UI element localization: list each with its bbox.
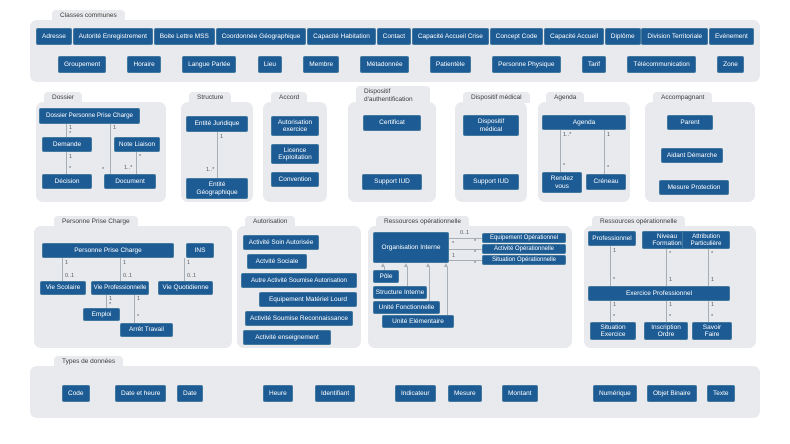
class-node-activite-sociale: Actvité Sociale xyxy=(247,254,307,269)
panel-title: Structure xyxy=(197,94,224,101)
multiplicity-label: 1 xyxy=(711,277,715,283)
arrow-up-icon xyxy=(444,263,448,267)
class-node-dossier-personne-prise-charge: Dossier Personne Prise Charge xyxy=(39,108,140,124)
class-node-division-territoriale: Division Territoriale xyxy=(641,28,708,45)
multiplicity-label: * xyxy=(109,302,112,308)
class-node-tarif: Tarif xyxy=(582,56,606,73)
arrow-up-icon xyxy=(404,263,408,267)
multiplicity-label: * xyxy=(139,154,142,160)
class-node-rendez-vous: Rendez vous xyxy=(542,172,582,193)
class-node-arret-travail: Arrêt Travail xyxy=(120,323,173,337)
type-node-texte: Texte xyxy=(707,385,735,402)
class-node-adresse: Adresse xyxy=(36,28,72,45)
multiplicity-label: * xyxy=(607,165,610,171)
panel-accompagnant xyxy=(645,94,755,202)
panel-ressources-operationnelle-2-tab xyxy=(592,216,685,227)
connector-line xyxy=(560,130,561,172)
class-node-mesure-protection: Mesure Protection xyxy=(659,180,729,195)
class-node-entite-juridique: Entité Juridique xyxy=(186,116,248,132)
class-node-telecommunication: Télécommunication xyxy=(627,56,695,73)
class-node-emploi: Emploi xyxy=(83,308,120,321)
connector-line xyxy=(120,258,121,281)
panel-dispositif-medical xyxy=(455,94,527,202)
panel-title: Types de données xyxy=(62,358,116,365)
panel-title: Ressources opérationnelle xyxy=(600,218,677,225)
panel-title: Accord xyxy=(279,94,300,101)
multiplicity-label: 1 xyxy=(137,296,141,302)
multiplicity-label: 1 xyxy=(452,253,456,259)
type-node-objet-binaire: Objet Binaire xyxy=(647,385,697,402)
class-node-aidant-demarche: Aidant Démarche xyxy=(661,148,723,163)
multiplicity-label: * xyxy=(69,131,72,137)
multiplicity-label: 1 xyxy=(113,125,117,131)
connector-line xyxy=(66,124,67,137)
multiplicity-label: * xyxy=(474,239,477,245)
class-node-situation-exercice: Situation Exercice xyxy=(590,322,636,340)
class-node-personne-prise-charge: Personne Prise Charge xyxy=(42,243,174,258)
class-node-organisation-interne: Organisation Interne xyxy=(373,232,449,263)
class-node-exercice-professionnel: Exercice Professionnel xyxy=(588,286,730,301)
class-node-niveau-formation: Niveau Formation xyxy=(642,231,692,249)
class-node-activite-soin-autorisee: Activité Soin Autorisée xyxy=(243,235,319,250)
multiplicity-label: 1 xyxy=(613,248,617,254)
class-node-savoir-faire: Savoir Faire xyxy=(692,322,732,340)
class-node-groupement: Groupement xyxy=(58,56,106,73)
multiplicity-label: 1..* xyxy=(563,132,572,138)
panel-agenda-tab xyxy=(546,92,584,103)
panel-personne-prise-charge xyxy=(34,218,232,348)
connector-line xyxy=(62,258,63,281)
panel-title: Dossier xyxy=(52,94,75,101)
class-node-metadonnee: Métadonnée xyxy=(360,56,408,73)
class-node-entite-geographique: Entité Géographique xyxy=(186,178,248,199)
class-node-pole: Pôle xyxy=(373,270,399,283)
panel-structure xyxy=(181,94,253,202)
type-node-date-et-heure: Date et heure xyxy=(115,385,166,402)
panel-accord-tab xyxy=(271,92,307,103)
panel-ressources-operationnelle-2 xyxy=(584,218,756,348)
class-node-autorite-enregistrement: Autorité Enregistrement xyxy=(73,28,153,45)
class-node-professionnel: Professionnel xyxy=(588,231,636,246)
panel-agenda xyxy=(538,94,630,202)
class-node-agenda: Agenda xyxy=(542,115,626,130)
class-node-vie-quotidienne: Vie Quotidienne xyxy=(158,281,213,295)
panel-structure-tab xyxy=(189,92,231,103)
multiplicity-label: * xyxy=(452,241,455,247)
multiplicity-label: 1 xyxy=(669,302,673,308)
connector-line xyxy=(666,249,667,286)
class-node-capacite-habitation: Capacité Habitation xyxy=(307,28,376,45)
multiplicity-label: * xyxy=(669,314,672,320)
panel-dispositif-authentification-tab xyxy=(356,86,430,105)
panel-types-donnees-tab xyxy=(54,356,123,367)
class-node-coordonnee-geographique: Coordonnée Géographique xyxy=(216,28,307,45)
panel-dispositif-authentification xyxy=(348,88,436,202)
class-node-creneau: Créneau xyxy=(586,174,626,190)
connector-line xyxy=(449,260,482,261)
arrow-up-icon xyxy=(381,263,385,267)
panel-title: Dispositif médical xyxy=(471,94,522,101)
multiplicity-label: * xyxy=(711,251,714,257)
panel-title: Dispositif d'authentification xyxy=(364,88,413,104)
panel-dossier xyxy=(36,94,166,202)
multiplicity-label: 1 xyxy=(69,125,73,131)
multiplicity-label: 1 xyxy=(669,277,673,283)
multiplicity-label: 0..1 xyxy=(65,273,75,279)
class-node-situation-operationnelle: Situation Opérationnelle xyxy=(482,255,566,265)
multiplicity-label: * xyxy=(669,251,672,257)
connector-line xyxy=(708,249,709,286)
type-node-code: Code xyxy=(62,385,90,402)
class-node-contact: Contact xyxy=(377,28,411,45)
panel-dossier-tab xyxy=(44,92,82,103)
class-node-langue-parlee: Langue Parlée xyxy=(182,56,236,73)
panel-classes-communes-tab xyxy=(52,10,125,21)
panel-title: Agenda xyxy=(554,94,577,101)
connector-line xyxy=(407,267,408,286)
panel-title: Ressources opérationnelle xyxy=(384,218,461,225)
class-node-diplome: Diplôme xyxy=(605,28,641,45)
connector-line xyxy=(66,152,67,174)
multiplicity-label: * xyxy=(69,166,72,172)
connector-line xyxy=(447,267,448,315)
multiplicity-label: 0..1 xyxy=(460,230,470,236)
panel-title: Classes communes xyxy=(60,12,117,19)
class-node-demande: Demande xyxy=(42,137,92,152)
panel-autorisation xyxy=(237,218,361,348)
panel-title: Personne Prise Charge xyxy=(62,218,130,225)
multiplicity-label: 0..1 xyxy=(123,273,133,279)
class-node-zone: Zone xyxy=(717,56,744,73)
panel-ressources-operationnelle-1-tab xyxy=(376,216,469,227)
class-node-patientele: Patientèle xyxy=(430,56,471,73)
class-node-capacite-accueil-crise: Capacité Accueil Crise xyxy=(412,28,489,45)
panel-ressources-operationnelle-1 xyxy=(368,218,572,348)
multiplicity-label: 1 xyxy=(220,134,224,140)
class-node-lieu: Lieu xyxy=(258,56,282,73)
type-node-identifiant: Identifiant xyxy=(315,385,355,402)
multiplicity-label: 0..1 xyxy=(187,273,197,279)
connector-line xyxy=(708,301,709,322)
connector-line xyxy=(604,130,605,174)
class-node-certificat: Certificat xyxy=(363,115,421,131)
connector-line xyxy=(136,152,137,174)
multiplicity-label: 1 xyxy=(123,260,127,266)
multiplicity-label: 1 xyxy=(613,302,617,308)
multiplicity-label: 1 xyxy=(109,296,113,302)
connector-line xyxy=(106,295,107,308)
type-node-date: Date xyxy=(177,385,203,402)
class-node-evenement: Evénement xyxy=(709,28,754,45)
type-node-mesure: Mesure xyxy=(448,385,482,402)
multiplicity-label: * xyxy=(474,261,477,267)
class-node-activite-operationnelle: Activité Opérationnelle xyxy=(482,244,566,254)
class-node-convention: Convention xyxy=(271,172,319,187)
connector-line xyxy=(429,267,430,301)
panel-autorisation-tab xyxy=(245,216,295,227)
classes-row-1 xyxy=(36,28,754,45)
panel-accord xyxy=(263,94,327,202)
class-node-personne-physique: Personne Physique xyxy=(492,56,560,73)
class-node-horaire: Horaire xyxy=(127,56,160,73)
arrow-up-icon xyxy=(426,263,430,267)
classes-row-2 xyxy=(58,56,744,73)
type-node-indicateur: Indicateur xyxy=(395,385,436,402)
class-node-unite-fonctionnelle: Unité Fonctionnelle xyxy=(373,301,440,314)
multiplicity-label: 1 xyxy=(69,154,73,160)
panel-types-donnees xyxy=(30,358,760,418)
multiplicity-label: * xyxy=(102,167,105,173)
multiplicity-label: 1..* xyxy=(206,167,215,173)
class-node-membre: Membre xyxy=(303,56,339,73)
panel-classes-communes xyxy=(30,12,760,82)
class-node-dispositif-medical: Dispositif médical xyxy=(463,115,519,136)
panel-dispositif-medical-tab xyxy=(463,92,530,103)
multiplicity-label: * xyxy=(613,314,616,320)
class-node-parent: Parent xyxy=(667,115,713,130)
panel-accompagnant-tab xyxy=(653,92,712,103)
panel-personne-prise-charge-tab xyxy=(54,216,138,227)
class-node-support-iud: Support IUD xyxy=(463,174,519,190)
class-node-decision: Décision xyxy=(42,174,92,189)
connector-line xyxy=(666,301,667,322)
class-node-document: Document xyxy=(104,174,156,189)
panel-title: Accompagnant xyxy=(661,94,705,101)
class-node-equipement-operationnel: Equipement Opérationnel xyxy=(482,233,566,243)
class-node-vie-scolaire: Vie Scolaire xyxy=(40,281,86,295)
type-node-montant: Montant xyxy=(502,385,538,402)
class-node-note-liaison: Note Liaison xyxy=(114,137,160,152)
multiplicity-label: * xyxy=(137,314,140,320)
class-node-inscription-ordre: Inscription Ordre xyxy=(644,322,688,340)
class-node-autorisation-exercice: Autorisation exercice xyxy=(271,116,319,136)
multiplicity-label: 1 xyxy=(711,302,715,308)
class-node-activite-soumise-reconnaissance: Activité Soumise Reconnaissance xyxy=(245,311,353,326)
class-node-equipement-materiel-lourd: Equipement Matériel Lourd xyxy=(259,292,357,307)
connector-line xyxy=(110,124,111,174)
multiplicity-label: 1..* xyxy=(124,165,133,171)
connector-line xyxy=(217,132,218,178)
multiplicity-label: * xyxy=(613,277,616,283)
connector-line xyxy=(610,246,611,286)
class-node-licence-exploitation: Licence Exploitation xyxy=(271,144,319,164)
class-node-ins: INS xyxy=(186,243,214,258)
multiplicity-label: 1 xyxy=(187,260,191,266)
multiplicity-label: * xyxy=(563,163,566,169)
panel-title: Autorisation xyxy=(253,218,288,225)
class-node-vie-professionnelle: Vie Professionnelle xyxy=(91,281,149,295)
connector-line xyxy=(449,249,482,250)
class-node-capacite-accueil: Capacité Accueil xyxy=(544,28,604,45)
multiplicity-label: 1 xyxy=(607,132,611,138)
class-node-structure-interne: Structure Interne xyxy=(373,286,427,299)
connector-line xyxy=(449,238,482,239)
multiplicity-label: * xyxy=(711,314,714,320)
connector-line xyxy=(610,301,611,322)
connector-line xyxy=(134,295,135,323)
type-node-heure: Heure xyxy=(263,385,293,402)
type-node-numerique: Numérique xyxy=(593,385,637,402)
class-node-attribution-particuliere: Attribution Particulière xyxy=(682,231,730,249)
class-node-activite-enseignement: Activité enseignement xyxy=(243,330,331,345)
multiplicity-label: * xyxy=(474,250,477,256)
class-node-boite-lettre-mss: Boite Lettre MSS xyxy=(154,28,215,45)
class-node-concept-code: Concept Code xyxy=(490,28,544,45)
multiplicity-label: 1 xyxy=(65,260,69,266)
class-node-autre-activite-soumise-autorisation: Autre Activité Soumise Autorisation xyxy=(241,273,357,288)
connector-line xyxy=(184,258,185,281)
class-node-support-iud: Support IUD xyxy=(362,174,422,190)
class-node-unite-elementaire: Unité Elémentaire xyxy=(382,315,454,328)
